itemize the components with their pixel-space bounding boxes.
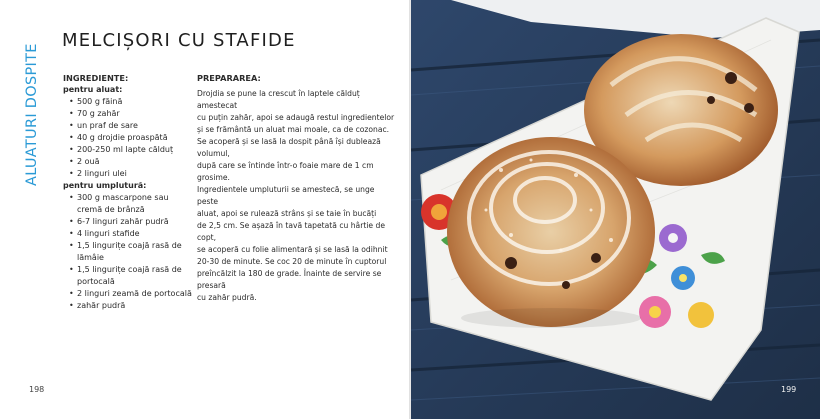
list-item: • 1,5 lingurițe coajă rasă de lămâie — [77, 240, 193, 264]
page-number-right: 199 — [781, 385, 797, 394]
dough-list — [63, 96, 193, 180]
list-item: • 500 g făină — [77, 96, 193, 108]
recipe-title: MELCIȘORI CU STAFIDE — [62, 30, 296, 51]
list-item: • 200-250 ml lapte călduț — [77, 144, 193, 156]
list-item: • 2 ouă — [77, 156, 193, 168]
list-item: • un praf de sare — [77, 120, 193, 132]
preparation-column — [197, 72, 397, 304]
dough-heading: pentru aluat: — [63, 85, 123, 94]
ingredients-column — [63, 72, 193, 312]
list-item: • 70 g zahăr — [77, 108, 193, 120]
food-photo — [411, 0, 820, 419]
preparation-heading: PREPARAREA: — [197, 73, 261, 83]
list-item: • 4 linguri stafide — [77, 228, 193, 240]
list-item: • 2 linguri ulei — [77, 168, 193, 180]
filling-heading: pentru umplutură: — [63, 181, 147, 190]
section-label-text: ALUATURI DOSPITE — [24, 43, 40, 186]
list-item: • 2 linguri zeamă de portocală — [77, 288, 193, 300]
section-label — [24, 36, 44, 186]
list-item: • 6-7 linguri zahăr pudră — [77, 216, 193, 228]
list-item: • zahăr pudră — [77, 300, 193, 312]
preparation-text: Drojdia se pune la crescut în laptele călduț amestecat cu puțin zahăr, apoi se adaugă restul ingredientelor și se frământă un aluat mai moale, ca de cozonac. Se acoperă și se lasă la dospit până își dublează volumul, după care se întinde într-o foaie mare de 1 cm grosime. Ingredientele umpluturii se amestecă, se unge peste aluat, apoi se rulează strâns și se taie în bucăți de 2,5 cm. Se așază în tavă tapetată cu hârtie de copt, se acoperă cu folie alimentară și se lasă la odihnit 20-30 de minute. Se coc 20 de minute în cuptorul preîncălzit la 180 de grade. Înainte de servire se presară cu zahăr pudră. — [197, 89, 395, 302]
list-item: • 40 g drojdie proaspătă — [77, 132, 193, 144]
list-item: • 300 g mascarpone sau cremă de brânză — [77, 192, 193, 216]
list-item: • 1,5 lingurițe coajă rasă de portocală — [77, 264, 193, 288]
page-number-left: 198 — [29, 385, 45, 394]
ingredients-heading: INGREDIENTE: — [63, 73, 129, 83]
filling-list — [63, 192, 193, 312]
photo-illustration — [411, 0, 820, 419]
